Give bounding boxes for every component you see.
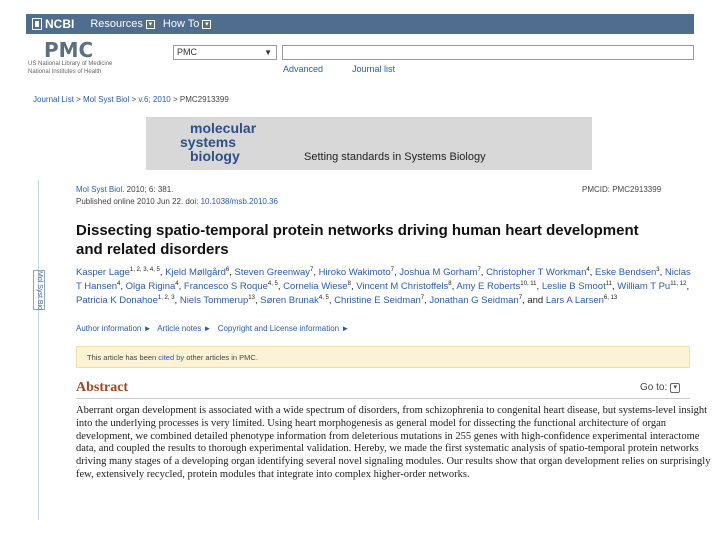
article-info-links — [76, 324, 353, 333]
published-line — [76, 197, 278, 206]
article-title: Dissecting spatio-temporal protein networks driving human heart development and related disorders — [76, 222, 639, 258]
ncbi-logo[interactable] — [32, 17, 74, 31]
author-affiliation-sup[interactable]: 7 — [477, 267, 481, 273]
journal-logo-line1: molecular — [190, 120, 257, 136]
author-affiliation-sup[interactable]: 4, 5 — [267, 280, 278, 287]
breadcrumb-journal[interactable]: Mol Syst Biol — [83, 95, 130, 104]
author-link[interactable]: William T Pu — [617, 280, 671, 292]
author-affiliation-sup[interactable]: 7 — [390, 267, 394, 273]
author-affiliation-sup[interactable]: 1, 2, 3 — [157, 294, 175, 301]
pmcid: PMCID: PMC2913399 — [582, 185, 662, 194]
author-link[interactable]: Søren Brunak — [260, 294, 319, 306]
author-affiliation-sup[interactable]: 13 — [248, 294, 255, 301]
breadcrumb-volume[interactable]: v.6; 2010 — [138, 95, 171, 104]
author-affiliation-sup[interactable]: 7 — [310, 267, 314, 273]
author-link[interactable]: Vincent M Christoffels — [356, 280, 449, 292]
author-link[interactable]: Jonathan G Seidman — [429, 294, 519, 306]
author-affiliation-sup[interactable]: 4, 5 — [318, 294, 329, 301]
author-link[interactable]: Steven Greenway — [234, 267, 311, 279]
breadcrumb-current: PMC2913399 — [179, 95, 229, 104]
journal-logo — [180, 120, 257, 164]
citation-details: . 2010; 6: 381. — [122, 185, 174, 194]
chevron-down-icon: ▾ — [202, 20, 211, 29]
author-link[interactable]: Amy E Roberts — [456, 280, 521, 292]
citation-line — [76, 185, 173, 194]
doi-link[interactable]: 10.1038/msb.2010.36 — [200, 197, 278, 206]
journal-list-link[interactable]: Journal list — [352, 64, 396, 74]
how-to-menu-label: How To — [162, 18, 200, 30]
pmc-logo[interactable] — [28, 40, 146, 76]
author-link[interactable]: Eske Bendsen — [595, 267, 657, 279]
journal-logo-line2: systems — [180, 134, 237, 150]
cited-by-link[interactable]: cited by — [158, 353, 185, 362]
resources-menu[interactable] — [90, 18, 155, 30]
journal-banner[interactable] — [146, 117, 592, 170]
published-text: Published online 2010 Jun 22. doi: — [76, 197, 199, 206]
author-link[interactable]: Leslie B Smoot — [541, 280, 606, 292]
ncbi-top-bar — [26, 14, 694, 34]
breadcrumb-sep: > — [129, 95, 139, 104]
author-link[interactable]: Kasper Lage — [76, 267, 130, 279]
author-affiliation-sup[interactable]: 3 — [656, 267, 660, 273]
author-link[interactable]: Niels Tommerup — [179, 294, 249, 306]
author-affiliation-sup[interactable]: 8 — [448, 280, 452, 287]
author-link[interactable]: Lars A Larsen — [545, 294, 604, 306]
author-affiliation-sup[interactable]: 10, 11 — [520, 280, 537, 287]
author-affiliation-sup[interactable]: 4 — [175, 280, 179, 287]
journal-tagline: Setting standards in Systems Biology — [304, 151, 486, 163]
author-information-link[interactable]: Author information ► — [76, 324, 152, 333]
author-affiliation-sup[interactable]: 6, 13 — [603, 294, 618, 301]
how-to-menu[interactable] — [163, 18, 211, 30]
nlm-line: US National Library of Medicine — [28, 61, 113, 67]
side-divider — [38, 180, 39, 520]
authors-and: and — [527, 294, 544, 306]
author-link[interactable]: Niclas T Hansen — [76, 267, 691, 292]
author-affiliation-sup[interactable]: 7 — [518, 294, 523, 301]
author-affiliation-sup[interactable]: 11, 12 — [670, 280, 687, 287]
author-affiliation-sup[interactable]: 4 — [586, 267, 590, 273]
author-link[interactable]: Joshua M Gorham — [399, 267, 478, 279]
nih-line: National Institutes of Health — [28, 69, 102, 75]
author-affiliation-sup[interactable]: 8 — [347, 280, 351, 287]
resources-menu-label: Resources — [90, 18, 143, 30]
author-affiliation-sup[interactable]: 6 — [225, 267, 230, 273]
search-input[interactable] — [282, 45, 694, 60]
author-link[interactable]: Kjeld Møllgård — [165, 267, 226, 279]
citation-journal-link[interactable]: Mol Syst Biol — [76, 185, 123, 194]
cited-prefix: This article has been — [87, 353, 159, 362]
author-link[interactable]: Christopher T Workman — [486, 267, 587, 279]
author-affiliation-sup[interactable]: 1, 2, 3, 4, 5 — [129, 267, 160, 273]
chevron-down-icon: ▾ — [146, 20, 155, 29]
advanced-search-link[interactable]: Advanced — [283, 64, 324, 74]
ncbi-logo-text: NCBI — [45, 17, 75, 31]
journal-logo-line3: biology — [190, 148, 240, 164]
breadcrumb-sep: > — [170, 95, 180, 104]
author-link[interactable]: Hiroko Wakimoto — [318, 267, 391, 279]
cited-suffix: other articles in PMC. — [184, 353, 258, 362]
goto-label: Go to: — [640, 382, 668, 393]
pmc-logo-text: PMC — [44, 38, 94, 62]
author-link[interactable]: Francesco S Roque — [183, 280, 268, 292]
author-affiliation-sup[interactable]: 11 — [605, 280, 612, 287]
author-affiliation-sup[interactable]: 7 — [420, 294, 425, 301]
abstract-text: Aberrant organ development is associated with a wide spectrum of disorders, from schizophrenia to congenital heart disease, but systems-level insight into the underlying processes is very limited. Using heart morphogenesis as general model for dissecting the functional architecture of organ development, we combined detailed phenotype information from deleterious mutations in 255 genes with high-confidence experimental interactome data, and coupled the results to thorough experimental validation. Hereby, we made the first systematic analysis of spatio-temporal protein networks driving many stages of a developing organ identifying several novel signaling modules. Our results show that organ development relies on surprisingly few, extensively recycled, protein modules that integrate into complex higher-order networks. — [76, 405, 711, 480]
author-list: Kasper Lage$^{1, 2, 3, 4, 5}$, Kjeld Møllgård$^6$, Steven Greenway$^7$, Hiroko Wakimoto$^7$, Joshua M Gorham$^7$, Christopher T Workman$^4$, Eske Bendsen$^3$, Niclas T Hansen$^4$, Olga Rigina$^4$, Francesco S Roque$^{4, 5}$, Cornelia Wiese$^8$, Vincent M Christoffels$^8$, Amy E Roberts$^{10, 11}$, Leslie B Smoot$^{11}$, William T Pu$^{11, 12}$, Patricia K Donahoe$^{1, 2, 3}$, Niels Tommerup$^{13}$, Søren Brunak$^{4, 5}$, Christine E Seidman$^7$, Jonathan G Seidman$^7$, and Lars A Larsen$^{6, 13}$ — [76, 267, 691, 306]
ncbi-logo-icon — [32, 18, 42, 30]
breadcrumb-journal-list[interactable]: Journal List — [33, 95, 74, 104]
chevron-down-icon: ▾ — [670, 383, 680, 393]
cited-by-notice — [76, 346, 690, 368]
journal-side-tab[interactable] — [33, 270, 45, 310]
breadcrumb — [33, 95, 229, 104]
abstract-divider — [76, 398, 690, 399]
breadcrumb-sep: > — [73, 95, 84, 104]
dropdown-caret-icon: ▼ — [264, 48, 272, 57]
copyright-link[interactable]: Copyright and License information ► — [217, 324, 350, 333]
author-affiliation-sup[interactable]: 4 — [117, 280, 121, 287]
journal-side-tab-label: Mol Syst Bio — [35, 270, 43, 310]
database-select-value: PMC — [177, 47, 197, 57]
abstract-heading: Abstract — [76, 380, 129, 395]
author-link[interactable]: Patricia K Donahoe — [76, 294, 158, 306]
article-notes-link[interactable]: Article notes ► — [157, 324, 212, 333]
author-link[interactable]: Cornelia Wiese — [283, 280, 348, 292]
goto-menu[interactable] — [640, 382, 680, 393]
author-link[interactable]: Christine E Seidman — [334, 294, 421, 306]
author-link[interactable]: Olga Rigina — [125, 280, 176, 292]
database-select[interactable] — [173, 45, 277, 60]
